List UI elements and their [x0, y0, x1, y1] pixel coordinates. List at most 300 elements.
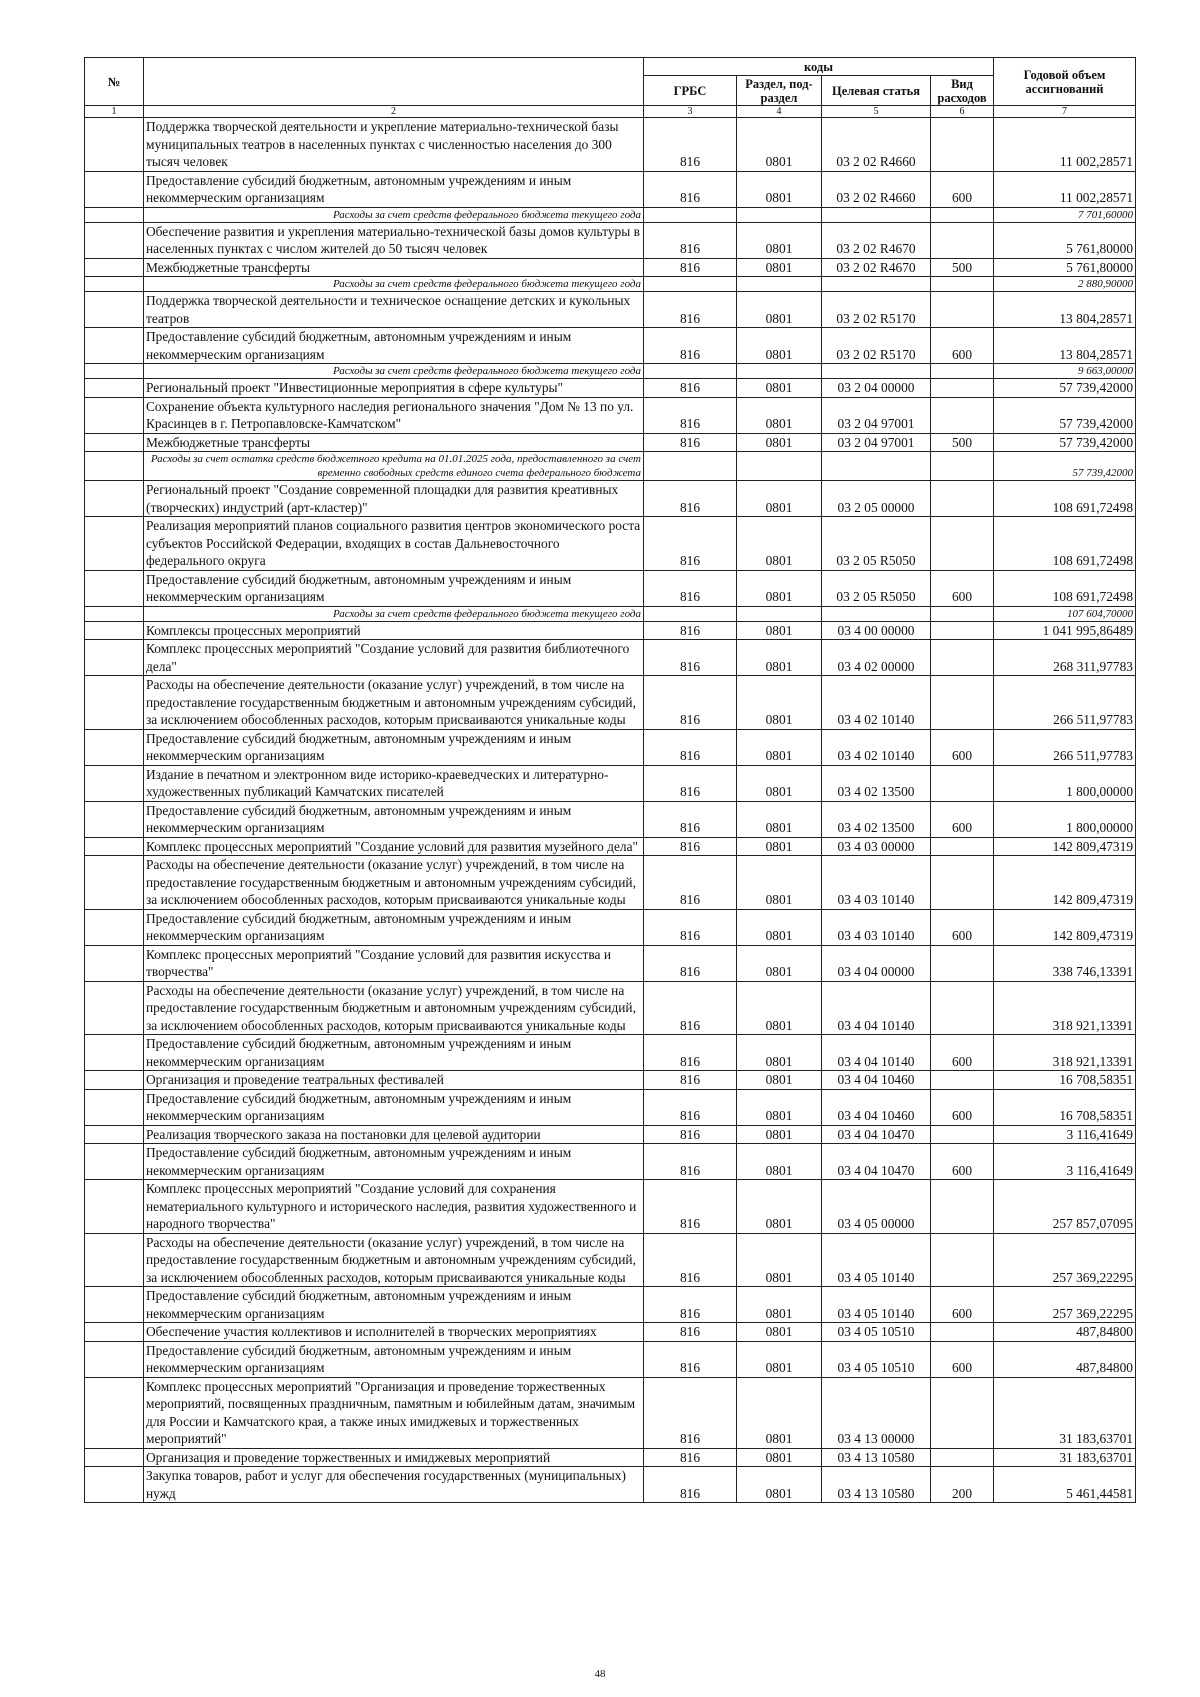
section-code: 0801 [737, 1089, 822, 1125]
row-num-cell [85, 118, 144, 172]
row-num-cell [85, 364, 144, 379]
annual-amount: 108 691,72498 [994, 481, 1136, 517]
grbs-code: 816 [644, 118, 737, 172]
target-code: 03 2 02 R4660 [822, 171, 931, 207]
target-code: 03 4 13 10580 [822, 1467, 931, 1503]
table-row [85, 1125, 1136, 1144]
annual-amount: 1 800,00000 [994, 801, 1136, 837]
grbs-cell [644, 452, 737, 481]
target-code: 03 4 02 13500 [822, 765, 931, 801]
row-num-cell [85, 328, 144, 364]
table-row [85, 837, 1136, 856]
note-text: Расходы за счет средств федерального бюджета текущего года [144, 364, 644, 379]
target-code: 03 4 03 10140 [822, 856, 931, 910]
target-code: 03 4 04 10460 [822, 1089, 931, 1125]
row-num-cell [85, 277, 144, 292]
header-grbs: ГРБС [644, 76, 737, 106]
section-code: 0801 [737, 1467, 822, 1503]
annual-amount: 108 691,72498 [994, 517, 1136, 571]
grbs-code: 816 [644, 328, 737, 364]
item-name: Предоставление субсидий бюджетным, автономным учреждениям и иным некоммерческим организациям [144, 570, 644, 606]
target-code: 03 4 05 10140 [822, 1233, 931, 1287]
item-name: Организация и проведение торжественных и имиджевых мероприятий [144, 1448, 644, 1467]
row-num-cell [85, 1341, 144, 1377]
item-name: Предоставление субсидий бюджетным, автономным учреждениям и иным некоммерческим организациям [144, 1287, 644, 1323]
target-code: 03 2 04 97001 [822, 397, 931, 433]
item-name: Обеспечение развития и укрепления материально-технической базы домов культуры в населенных пунктах с числом жителей до 50 тысяч человек [144, 222, 644, 258]
item-name: Комплекс процессных мероприятий "Создание условий для развития искусства и творчества" [144, 945, 644, 981]
row-num-cell [85, 1180, 144, 1234]
item-name: Комплекс процессных мероприятий "Создание условий для сохранения нематериального культурного и исторического наследия, развития художественного и народного творчества" [144, 1180, 644, 1234]
section-code: 0801 [737, 328, 822, 364]
section-code: 0801 [737, 1323, 822, 1342]
target-code: 03 4 05 10510 [822, 1323, 931, 1342]
table-row [85, 621, 1136, 640]
expense-type: 500 [931, 258, 994, 277]
table-row [85, 379, 1136, 398]
row-num-cell [85, 1089, 144, 1125]
item-name: Комплексы процессных мероприятий [144, 621, 644, 640]
grbs-code: 816 [644, 945, 737, 981]
grbs-cell [644, 364, 737, 379]
grbs-code: 816 [644, 1035, 737, 1071]
annual-amount: 3 116,41649 [994, 1144, 1136, 1180]
row-num-cell [85, 1287, 144, 1323]
item-name: Региональный проект "Создание современной площадки для развития креативных (творческих) индустрий (арт-кластер)" [144, 481, 644, 517]
target-code: 03 4 04 00000 [822, 945, 931, 981]
expense-type [931, 1233, 994, 1287]
grbs-code: 816 [644, 909, 737, 945]
target-code: 03 4 13 10580 [822, 1448, 931, 1467]
expense-type [931, 292, 994, 328]
section-code: 0801 [737, 1448, 822, 1467]
item-name: Издание в печатном и электронном виде историко-краеведческих и литературно-художественных публикаций Камчатских писателей [144, 765, 644, 801]
header-section: Раздел, под-раздел [737, 76, 822, 106]
table-row [85, 856, 1136, 910]
grbs-code: 816 [644, 1125, 737, 1144]
annual-amount: 257 857,07095 [994, 1180, 1136, 1234]
section-code: 0801 [737, 945, 822, 981]
section-code: 0801 [737, 909, 822, 945]
section-code: 0801 [737, 570, 822, 606]
expense-type [931, 856, 994, 910]
table-row [85, 1180, 1136, 1234]
target-code: 03 4 05 00000 [822, 1180, 931, 1234]
section-code: 0801 [737, 1180, 822, 1234]
item-name: Предоставление субсидий бюджетным, автономным учреждениям и иным некоммерческим организациям [144, 328, 644, 364]
annual-amount: 266 511,97783 [994, 676, 1136, 730]
header-annual: Годовой объем ассигнований [994, 58, 1136, 106]
target-code: 03 4 04 10140 [822, 1035, 931, 1071]
section-code: 0801 [737, 1287, 822, 1323]
row-num-cell [85, 1144, 144, 1180]
header-codes: коды [644, 58, 994, 76]
row-num-cell [85, 606, 144, 621]
target-code: 03 4 02 10140 [822, 676, 931, 730]
table-row [85, 118, 1136, 172]
grbs-code: 816 [644, 1180, 737, 1234]
section-code: 0801 [737, 640, 822, 676]
section-code: 0801 [737, 1233, 822, 1287]
expense-type [931, 517, 994, 571]
item-name: Предоставление субсидий бюджетным, автономным учреждениям и иным некоммерческим организациям [144, 1089, 644, 1125]
grbs-code: 816 [644, 1144, 737, 1180]
section-code: 0801 [737, 856, 822, 910]
table-row [85, 292, 1136, 328]
expense-type [931, 1377, 994, 1448]
target-cell [822, 452, 931, 481]
note-amount: 9 663,00000 [994, 364, 1136, 379]
item-name: Закупка товаров, работ и услуг для обеспечения государственных (муниципальных) нужд [144, 1467, 644, 1503]
target-code: 03 4 03 00000 [822, 837, 931, 856]
item-name: Комплекс процессных мероприятий "Создание условий для развития библиотечного дела" [144, 640, 644, 676]
grbs-code: 816 [644, 292, 737, 328]
grbs-code: 816 [644, 379, 737, 398]
annual-amount: 13 804,28571 [994, 292, 1136, 328]
annual-amount: 266 511,97783 [994, 729, 1136, 765]
note-text: Расходы за счет остатка средств бюджетного кредита на 01.01.2025 года, предоставленного за счет временно свободных средств единого счета федерального бюджета [144, 452, 644, 481]
grbs-code: 816 [644, 481, 737, 517]
target-code: 03 4 00 00000 [822, 621, 931, 640]
section-code: 0801 [737, 397, 822, 433]
expense-type [931, 1071, 994, 1090]
expense-type [931, 981, 994, 1035]
grbs-code: 816 [644, 1071, 737, 1090]
row-num-cell [85, 909, 144, 945]
expense-type [931, 676, 994, 730]
section-code: 0801 [737, 1125, 822, 1144]
section-code: 0801 [737, 1071, 822, 1090]
expense-type: 500 [931, 433, 994, 452]
table-row [85, 765, 1136, 801]
grbs-code: 816 [644, 570, 737, 606]
annual-amount: 5 761,80000 [994, 258, 1136, 277]
annual-amount: 142 809,47319 [994, 837, 1136, 856]
grbs-cell [644, 277, 737, 292]
grbs-code: 816 [644, 1448, 737, 1467]
annual-amount: 257 369,22295 [994, 1233, 1136, 1287]
target-cell [822, 277, 931, 292]
expense-type: 600 [931, 570, 994, 606]
header-num: № [85, 58, 144, 106]
item-name: Обеспечение участия коллективов и исполнителей в творческих мероприятиях [144, 1323, 644, 1342]
note-amount: 57 739,42000 [994, 452, 1136, 481]
annual-amount: 142 809,47319 [994, 856, 1136, 910]
section-cell [737, 606, 822, 621]
row-num-cell [85, 1233, 144, 1287]
expense-type: 200 [931, 1467, 994, 1503]
type-cell [931, 606, 994, 621]
note-amount: 107 604,70000 [994, 606, 1136, 621]
note-amount: 7 701,60000 [994, 207, 1136, 222]
section-code: 0801 [737, 517, 822, 571]
table-row [85, 481, 1136, 517]
target-code: 03 2 02 R5170 [822, 292, 931, 328]
expense-type: 600 [931, 1089, 994, 1125]
expense-type: 600 [931, 1144, 994, 1180]
item-name: Комплекс процессных мероприятий "Создание условий для развития музейного дела" [144, 837, 644, 856]
annual-amount: 318 921,13391 [994, 981, 1136, 1035]
grbs-code: 816 [644, 517, 737, 571]
table-row [85, 1144, 1136, 1180]
row-num-cell [85, 801, 144, 837]
target-code: 03 2 05 R5050 [822, 517, 931, 571]
table-row [85, 433, 1136, 452]
section-code: 0801 [737, 118, 822, 172]
expense-type: 600 [931, 801, 994, 837]
row-num-cell [85, 517, 144, 571]
grbs-code: 816 [644, 1233, 737, 1287]
section-code: 0801 [737, 258, 822, 277]
annual-amount: 11 002,28571 [994, 171, 1136, 207]
annual-amount: 57 739,42000 [994, 379, 1136, 398]
annual-amount: 57 739,42000 [994, 433, 1136, 452]
row-num-cell [85, 765, 144, 801]
section-cell [737, 207, 822, 222]
annual-amount: 487,84800 [994, 1323, 1136, 1342]
table-row [85, 1071, 1136, 1090]
target-code: 03 4 05 10510 [822, 1341, 931, 1377]
expense-type: 600 [931, 328, 994, 364]
table-row [85, 1287, 1136, 1323]
annual-amount: 11 002,28571 [994, 118, 1136, 172]
section-code: 0801 [737, 801, 822, 837]
item-name: Сохранение объекта культурного наследия регионального значения "Дом № 13 по ул. Красинцев в г. Петропавловске-Камчатском" [144, 397, 644, 433]
row-num-cell [85, 837, 144, 856]
table-row [85, 570, 1136, 606]
table-row [85, 517, 1136, 571]
item-name: Комплекс процессных мероприятий "Организация и проведение торжественных мероприятий, посвященных праздничным, памятным и юбилейным датам, значимым для России и Камчатского края, а также иных имиджевых и торжественных мероприятий" [144, 1377, 644, 1448]
expense-type [931, 640, 994, 676]
target-cell [822, 364, 931, 379]
expense-type [931, 621, 994, 640]
target-code: 03 2 02 R4670 [822, 258, 931, 277]
item-name: Расходы на обеспечение деятельности (оказание услуг) учреждений, в том числе на предоставление государственным бюджетным и автономным учреждениям субсидий, за исключением обособленных расходов, которым присваиваются уникальные коды [144, 676, 644, 730]
row-num-cell [85, 676, 144, 730]
item-name: Предоставление субсидий бюджетным, автономным учреждениям и иным некоммерческим организациям [144, 729, 644, 765]
table-row [85, 397, 1136, 433]
table-body [85, 118, 1136, 1503]
annual-amount: 257 369,22295 [994, 1287, 1136, 1323]
note-text: Расходы за счет средств федерального бюджета текущего года [144, 606, 644, 621]
section-code: 0801 [737, 837, 822, 856]
row-num-cell [85, 1377, 144, 1448]
annual-amount: 487,84800 [994, 1341, 1136, 1377]
note-text: Расходы за счет средств федерального бюджета текущего года [144, 207, 644, 222]
grbs-code: 816 [644, 1287, 737, 1323]
section-code: 0801 [737, 981, 822, 1035]
annual-amount: 3 116,41649 [994, 1125, 1136, 1144]
table-row [85, 222, 1136, 258]
row-num-cell [85, 570, 144, 606]
grbs-code: 816 [644, 856, 737, 910]
item-name: Региональный проект "Инвестиционные мероприятия в сфере культуры" [144, 379, 644, 398]
row-num-cell [85, 640, 144, 676]
expense-type: 600 [931, 171, 994, 207]
grbs-code: 816 [644, 397, 737, 433]
table-row [85, 1467, 1136, 1503]
expense-type [931, 481, 994, 517]
section-code: 0801 [737, 433, 822, 452]
col-number: 4 [737, 106, 822, 118]
expense-type: 600 [931, 909, 994, 945]
col-number: 1 [85, 106, 144, 118]
table-row [85, 1035, 1136, 1071]
target-code: 03 2 02 R4670 [822, 222, 931, 258]
header-target: Целевая статья [822, 76, 931, 106]
item-name: Предоставление субсидий бюджетным, автономным учреждениям и иным некоммерческим организациям [144, 909, 644, 945]
table-row [85, 1323, 1136, 1342]
grbs-code: 816 [644, 837, 737, 856]
expense-type [931, 837, 994, 856]
note-text: Расходы за счет средств федерального бюджета текущего года [144, 277, 644, 292]
target-code: 03 4 04 10470 [822, 1144, 931, 1180]
col-number: 2 [144, 106, 644, 118]
target-code: 03 4 03 10140 [822, 909, 931, 945]
expense-type: 600 [931, 1035, 994, 1071]
section-code: 0801 [737, 171, 822, 207]
note-row [85, 606, 1136, 621]
grbs-code: 816 [644, 1323, 737, 1342]
target-code: 03 4 02 13500 [822, 801, 931, 837]
row-num-cell [85, 258, 144, 277]
row-num-cell [85, 621, 144, 640]
item-name: Межбюджетные трансферты [144, 258, 644, 277]
section-code: 0801 [737, 729, 822, 765]
annual-amount: 16 708,58351 [994, 1089, 1136, 1125]
note-amount: 2 880,90000 [994, 277, 1136, 292]
table-row [85, 981, 1136, 1035]
expense-type [931, 945, 994, 981]
row-num-cell [85, 397, 144, 433]
budget-table-sheet [84, 57, 1135, 1503]
item-name: Поддержка творческой деятельности и техническое оснащение детских и кукольных театров [144, 292, 644, 328]
row-num-cell [85, 729, 144, 765]
row-num-cell [85, 379, 144, 398]
section-cell [737, 452, 822, 481]
header-type: Вид расходов [931, 76, 994, 106]
item-name: Организация и проведение театральных фестивалей [144, 1071, 644, 1090]
expense-type [931, 379, 994, 398]
annual-amount: 57 739,42000 [994, 397, 1136, 433]
target-code: 03 2 05 00000 [822, 481, 931, 517]
grbs-code: 816 [644, 1341, 737, 1377]
expense-type [931, 397, 994, 433]
target-code: 03 4 13 00000 [822, 1377, 931, 1448]
type-cell [931, 277, 994, 292]
annual-amount: 31 183,63701 [994, 1377, 1136, 1448]
section-code: 0801 [737, 1377, 822, 1448]
col-number: 7 [994, 106, 1136, 118]
grbs-code: 816 [644, 258, 737, 277]
type-cell [931, 207, 994, 222]
expense-type [931, 1448, 994, 1467]
grbs-code: 816 [644, 981, 737, 1035]
section-code: 0801 [737, 1035, 822, 1071]
item-name: Расходы на обеспечение деятельности (оказание услуг) учреждений, в том числе на предоставление государственным бюджетным и автономным учреждениям субсидий, за исключением обособленных расходов, которым присваиваются уникальные коды [144, 1233, 644, 1287]
target-cell [822, 207, 931, 222]
col-number: 3 [644, 106, 737, 118]
grbs-cell [644, 207, 737, 222]
target-code: 03 2 02 R4660 [822, 118, 931, 172]
page-number: 48 [594, 1668, 606, 1680]
section-cell [737, 364, 822, 379]
section-code: 0801 [737, 765, 822, 801]
annual-amount: 268 311,97783 [994, 640, 1136, 676]
annual-amount: 5 761,80000 [994, 222, 1136, 258]
target-code: 03 4 04 10470 [822, 1125, 931, 1144]
item-name: Расходы на обеспечение деятельности (оказание услуг) учреждений, в том числе на предоставление государственным бюджетным и автономным учреждениям субсидий, за исключением обособленных расходов, которым присваиваются уникальные коды [144, 856, 644, 910]
section-code: 0801 [737, 676, 822, 730]
row-num-cell [85, 1125, 144, 1144]
table-row [85, 909, 1136, 945]
target-code: 03 2 05 R5050 [822, 570, 931, 606]
table-row [85, 729, 1136, 765]
table-row [85, 801, 1136, 837]
row-num-cell [85, 1323, 144, 1342]
item-name: Поддержка творческой деятельности и укрепление материально-технической базы муниципальных театров в населенных пунктах с численностью населения до 300 тысяч человек [144, 118, 644, 172]
row-num-cell [85, 433, 144, 452]
item-name: Предоставление субсидий бюджетным, автономным учреждениям и иным некоммерческим организациям [144, 1035, 644, 1071]
item-name: Предоставление субсидий бюджетным, автономным учреждениям и иным некоммерческим организациям [144, 801, 644, 837]
section-code: 0801 [737, 481, 822, 517]
note-row [85, 277, 1136, 292]
grbs-code: 816 [644, 765, 737, 801]
row-num-cell [85, 1467, 144, 1503]
table-row [85, 1089, 1136, 1125]
expense-type [931, 222, 994, 258]
col-number: 5 [822, 106, 931, 118]
grbs-code: 816 [644, 640, 737, 676]
annual-amount: 108 691,72498 [994, 570, 1136, 606]
note-row [85, 364, 1136, 379]
grbs-code: 816 [644, 676, 737, 730]
row-num-cell [85, 1448, 144, 1467]
table-row [85, 1377, 1136, 1448]
table-row [85, 1233, 1136, 1287]
grbs-code: 816 [644, 801, 737, 837]
target-code: 03 2 04 00000 [822, 379, 931, 398]
section-cell [737, 277, 822, 292]
table-row [85, 328, 1136, 364]
row-num-cell [85, 292, 144, 328]
target-code: 03 2 04 97001 [822, 433, 931, 452]
table-row [85, 676, 1136, 730]
expense-type [931, 1125, 994, 1144]
budget-table [84, 57, 1136, 1503]
row-num-cell [85, 222, 144, 258]
table-row [85, 640, 1136, 676]
annual-amount: 31 183,63701 [994, 1448, 1136, 1467]
target-code: 03 4 02 10140 [822, 729, 931, 765]
expense-type: 600 [931, 729, 994, 765]
table-row [85, 945, 1136, 981]
target-code: 03 4 02 00000 [822, 640, 931, 676]
row-num-cell [85, 1071, 144, 1090]
item-name: Предоставление субсидий бюджетным, автономным учреждениям и иным некоммерческим организациям [144, 1144, 644, 1180]
item-name: Расходы на обеспечение деятельности (оказание услуг) учреждений, в том числе на предоставление государственным бюджетным и автономным учреждениям субсидий, за исключением обособленных расходов, которым присваиваются уникальные коды [144, 981, 644, 1035]
grbs-code: 816 [644, 433, 737, 452]
table-row [85, 258, 1136, 277]
row-num-cell [85, 945, 144, 981]
col-number: 6 [931, 106, 994, 118]
row-num-cell [85, 481, 144, 517]
target-code: 03 2 02 R5170 [822, 328, 931, 364]
annual-amount: 1 800,00000 [994, 765, 1136, 801]
annual-amount: 142 809,47319 [994, 909, 1136, 945]
annual-amount: 1 041 995,86489 [994, 621, 1136, 640]
row-num-cell [85, 171, 144, 207]
